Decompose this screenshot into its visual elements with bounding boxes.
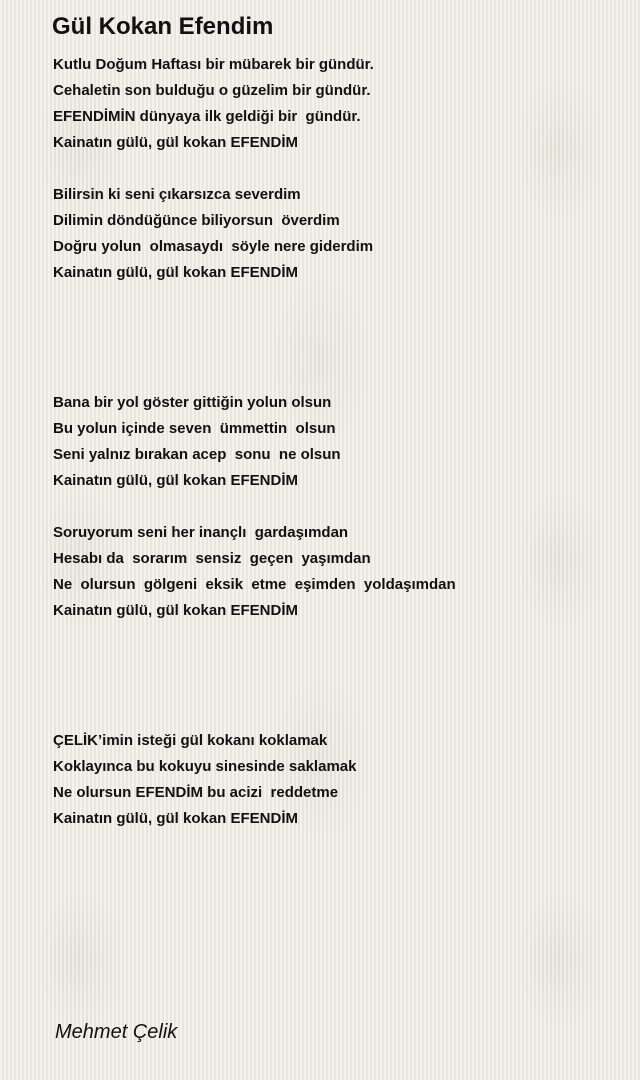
poem-line: Ne olursun gölgeni eksik etme eşimden yoldaşımdan xyxy=(53,576,456,593)
poem-line: Doğru yolun olmasaydı söyle nere giderdim xyxy=(53,238,374,255)
poem-line: Ne olursun EFENDİM bu acizi reddetme xyxy=(53,784,339,801)
poem-line: Seni yalnız bırakan acep sonu ne olsun xyxy=(53,446,341,463)
poem-line: EFENDİMİN dünyaya ilk geldiği bir gündür. xyxy=(53,108,361,125)
poem-line: Dilimin döndüğünce biliyorsun överdim xyxy=(53,212,340,229)
poem-line: Kainatın gülü, gül kokan EFENDİM xyxy=(53,810,299,827)
stanza-gap xyxy=(53,624,623,728)
poem-line: Kutlu Doğum Haftası bir mübarek bir gündür. xyxy=(53,56,374,73)
poem-line: Cehaletin son bulduğu o güzelim bir gündür. xyxy=(53,82,371,99)
stanza-2 xyxy=(53,182,623,286)
stanza-1 xyxy=(53,52,623,156)
poem-line: Kainatın gülü, gül kokan EFENDİM xyxy=(53,602,299,619)
poem-line: Koklayınca bu kokuyu sinesinde saklamak xyxy=(53,758,357,775)
stanza-gap xyxy=(53,156,623,182)
poem-line: Bu yolun içinde seven ümmettin olsun xyxy=(53,420,336,437)
author-name: Mehmet Çelik xyxy=(55,1021,178,1043)
poem-line: Kainatın gülü, gül kokan EFENDİM xyxy=(53,134,299,151)
poem-line: Kainatın gülü, gül kokan EFENDİM xyxy=(53,472,299,489)
poem-title: Gül Kokan Efendim xyxy=(52,13,274,40)
stanza-5 xyxy=(53,728,623,832)
poem-line: Bilirsin ki seni çıkarsızca severdim xyxy=(53,186,301,203)
poem-line: ÇELİK’imin isteği gül kokanı koklamak xyxy=(53,732,328,749)
poem-line: Bana bir yol göster gittiğin yolun olsun xyxy=(53,394,332,411)
poem-line: Soruyorum seni her inançlı gardaşımdan xyxy=(53,524,349,541)
stanza-4 xyxy=(53,520,623,624)
stanza-3 xyxy=(53,390,623,494)
stanza-gap xyxy=(53,286,623,390)
poem-line: Hesabı da sorarım sensiz geçen yaşımdan xyxy=(53,550,371,567)
poem-body xyxy=(53,52,623,832)
stanza-gap xyxy=(53,494,623,520)
poem-line: Kainatın gülü, gül kokan EFENDİM xyxy=(53,264,299,281)
